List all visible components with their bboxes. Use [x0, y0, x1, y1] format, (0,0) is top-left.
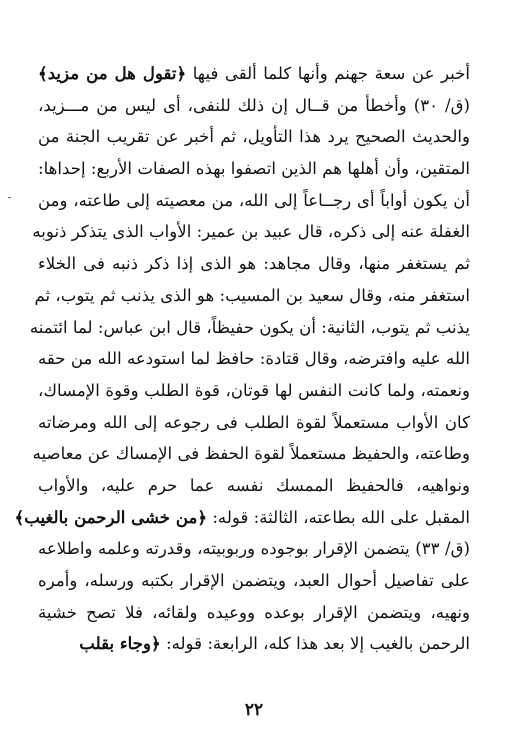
text-line-1: أخبر عن سعة جهنم وأنها كلما ألقى فيها ﴿تقول هل من مزيد﴾ — [38, 63, 470, 83]
margin-mark: ـ — [8, 190, 11, 201]
text-line-9: يذنب ثم يتوب، الثانية: أن يكون حفيظاً، قال ابن عباس: لما ائتمنه — [29, 317, 470, 337]
quran-quote: ﴿تقول هل من مزيد﴾ — [38, 63, 187, 83]
text-line-15: المقبل على الله بطاعته، الثالثة: قوله: ﴿من خشى الرحمن بالغيب﴾ — [14, 506, 470, 527]
text-line-4: المتقين، وأن أهلها هم الذين اتصفوا بهذه الصفات الأربع: إحداها: — [38, 159, 470, 179]
quran-quote: ﴿وجاء بقلب — [79, 633, 161, 654]
text-line-18: ونهيه، ويتضمن الإقرار بوعده ووعيده ولقائه، فلا تصح خشية — [38, 602, 470, 622]
quran-quote: ﴿من خشى الرحمن بالغيب﴾ — [14, 506, 208, 527]
text-line-12: كان الأواب مستعملاً لقوة الطلب فى رجوعه إلى الله ومرضاته — [38, 412, 470, 432]
text-line-13: وطاعته، والحفيظ مستعملاً لقوة الحفظ فى الإمساك عن معاصيه — [32, 444, 470, 464]
text-line-14: ونواهيه، فالحفيظ الممسك نفسه عما حرم عليه، والأواب — [38, 475, 470, 495]
text-line-10: الله عليه وافترضه، وقال قتادة: حافظ لما استودعه الله من حقه — [38, 349, 470, 369]
page-number: ٢٢ — [244, 700, 264, 720]
text-line-5: أن يكون أواباً أى رجــاعاً إلى الله، من معصيته إلى طاعته، ومن — [38, 190, 470, 210]
text-line-7: ثم يستغفر منها، وقال مجاهد: هو الذى إذا ذكر ذنبه فى الخلاء — [38, 254, 470, 274]
body-text — [14, 58, 470, 660]
text-line-17: على تفاصيل أحوال العبد، ويتضمن الإقرار بكتبه ورسله، وأمره — [38, 571, 470, 590]
text-line-3: والحديث الصحيح يرد هذا التأويل، ثم أخبر عن تقريب الجنة من — [38, 127, 470, 147]
text-line-11: ونعمته، ولما كانت النفس لها قوتان، قوة الطلب وقوة الإمساك، — [38, 380, 470, 400]
text-line-2: (ق/ ٣٠) وأخطأ من قــال إن ذلك للنفى، أى ليس من مـــزيد، — [38, 95, 470, 115]
text-line-6: الغفلة عنه إلى ذكره، قال عبيد بن عمير: الأواب الذى يتذكر ذنوبه — [32, 222, 470, 242]
text-line-16: (ق/ ٣٣) يتضمن الإقرار بوجوده وربوبيته، وقدرته وعلمه واطلاعه — [38, 539, 470, 559]
text-line-8: استغفر منه، وقال سعيد بن المسيب: هو الذى يذنب ثم يتوب، ثم — [34, 285, 470, 305]
text-line-19: الرحمن بالغيب إلا بعد هذا كله، الرابعة: قوله: ﴿وجاء بقلب — [79, 633, 470, 654]
